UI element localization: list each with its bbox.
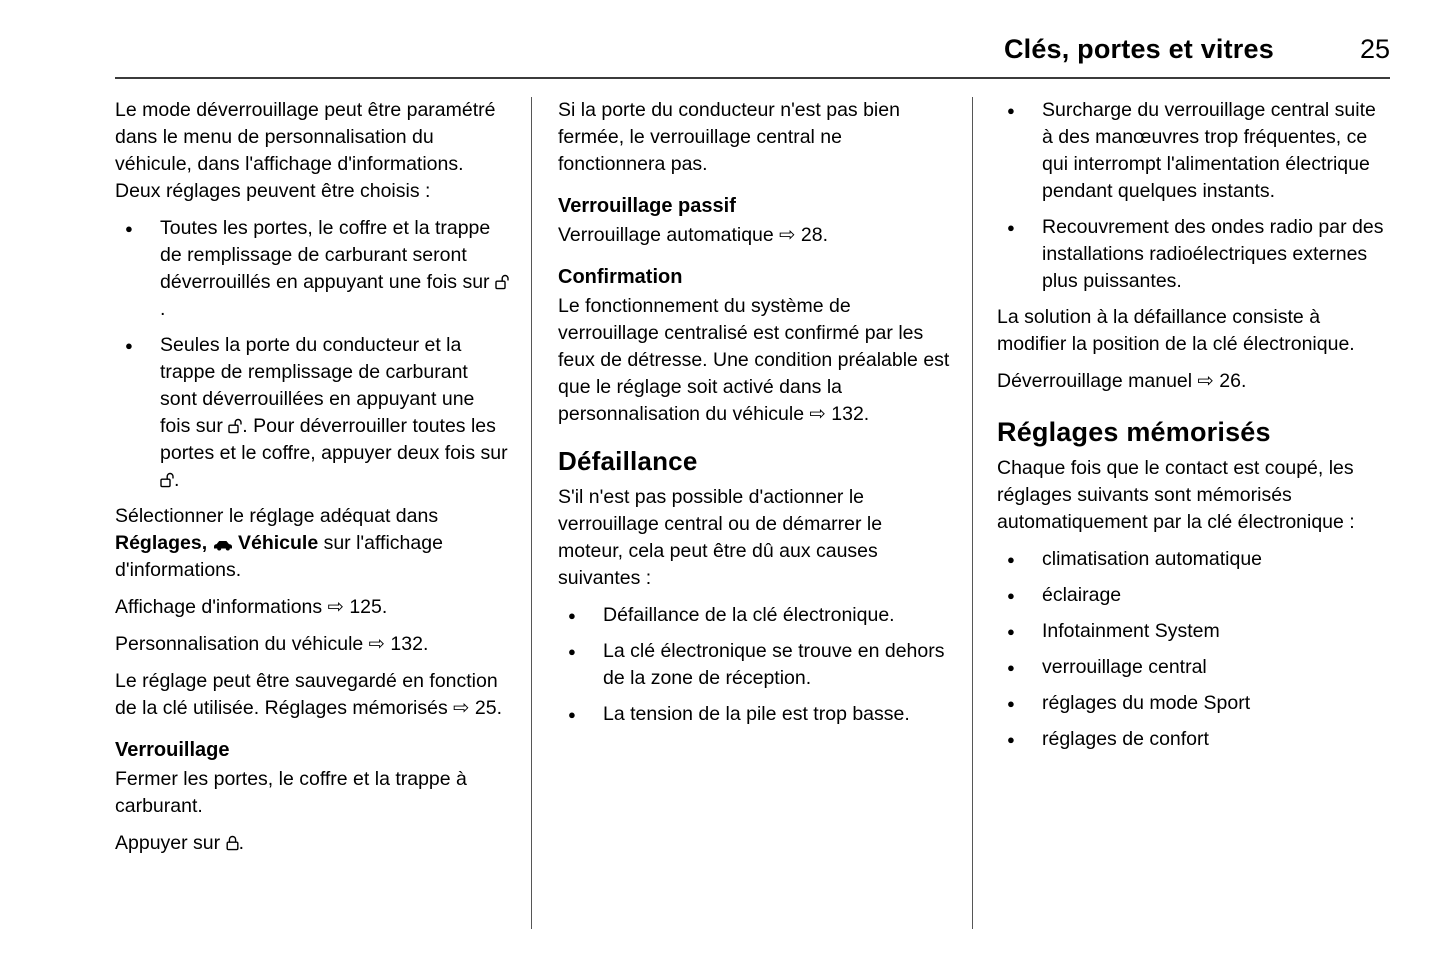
page-header (115, 34, 1390, 79)
reference-line: Personnalisation du véhicule ⇨ 132. (115, 633, 429, 655)
list-item: ● Recouvrement des ondes radio par des installations radioélectriques externes plus puissantes. (997, 214, 1390, 295)
press-lock-paragraph (115, 830, 509, 857)
list-item: ● réglages de confort (997, 726, 1390, 753)
lock-icon (226, 835, 239, 851)
unlock-icon (495, 274, 509, 290)
body-text: Appuyer sur (115, 832, 226, 854)
unlock-icon (160, 472, 174, 488)
saved-setting-paragraph: Le réglage peut être sauvegardé en fonction de la clé utilisée. Réglages mémorisés ⇨ 25. (115, 670, 503, 719)
list-item: ● La tension de la pile est trop basse. (558, 701, 952, 728)
list-item: ● éclairage (997, 582, 1390, 609)
memorized-settings-list (997, 546, 1390, 753)
reference-line: Déverrouillage manuel ⇨ 26. (997, 370, 1247, 392)
failure-causes-list-continued (997, 97, 1390, 295)
locking-paragraph: Fermer les portes, le coffre et la trappe à carburant. (115, 768, 467, 817)
body-text: . (238, 832, 244, 854)
list-item: ● La clé électronique se trouve en dehors de la zone de réception. (558, 638, 952, 692)
confirmation-heading: Confirmation (558, 266, 683, 288)
door-warning-paragraph: Si la porte du conducteur n'est pas bien fermée, le verrouillage central ne fonctionnera pas. (558, 99, 900, 175)
failure-intro-paragraph: S'il n'est pas possible d'actionner le verrouillage central ou de démarrer le moteur, cela peut être dû aux causes suivantes : (558, 486, 883, 589)
intro-paragraph: Le mode déverrouillage peut être paramétré dans le menu de personnalisation du véhicule, dans l'affichage d'informations. Deux réglages peuvent être choisis : (115, 99, 496, 202)
list-item (115, 332, 509, 494)
locking-heading: Verrouillage (115, 739, 230, 761)
list-item (115, 215, 509, 323)
confirmation-paragraph: Le fonctionnement du système de verrouillage centralisé est confirmé par les feux de détresse. Une condition préalable est que le réglage soit activé dans la personnalisation du véhicule ⇨ 132. (558, 295, 950, 425)
unlock-icon (228, 418, 242, 434)
failure-causes-list (558, 602, 952, 728)
passive-locking-heading: Verrouillage passif (558, 195, 736, 217)
list-item: ● Surcharge du verrouillage central suite à des manœuvres trop fréquentes, ce qui interrompt l'alimentation électrique pendant quelques instants. (997, 97, 1390, 205)
bullet-text: . (160, 298, 166, 320)
columns (115, 97, 1390, 929)
reference-line: Verrouillage automatique ⇨ 28. (558, 224, 829, 246)
column-1 (115, 97, 531, 929)
list-item: ● Infotainment System (997, 618, 1390, 645)
page-number: 25 (1359, 34, 1390, 64)
solution-paragraph: La solution à la défaillance consiste à modifier la position de la clé électronique. (997, 306, 1355, 355)
bullet-text: Seules la porte du conducteur et la trappe de remplissage de carburant sont déverrouillées en appuyant une fois sur (160, 334, 475, 437)
select-setting-paragraph (115, 503, 509, 584)
unlock-modes-list (115, 215, 509, 494)
column-3 (973, 97, 1390, 929)
settings-menu-label: Réglages, (115, 532, 213, 554)
body-text: Sélectionner le réglage adéquat dans (115, 505, 439, 527)
list-item: ● climatisation automatique (997, 546, 1390, 573)
bullet-text: . Pour déverrouiller toutes les portes et le coffre, appuyer deux fois sur (160, 415, 508, 464)
list-item: ● verrouillage central (997, 654, 1390, 681)
reference-line: Affichage d'informations ⇨ 125. (115, 596, 388, 618)
list-item: ● réglages du mode Sport (997, 690, 1390, 717)
vehicle-menu-label: Véhicule (232, 532, 319, 554)
list-item: ● Défaillance de la clé électronique. (558, 602, 952, 629)
column-2 (531, 97, 973, 929)
memorized-intro-paragraph: Chaque fois que le contact est coupé, les réglages suivants sont mémorisés automatiquement par la clé électronique : (997, 457, 1355, 533)
memorized-settings-heading: Réglages mémorisés (997, 417, 1271, 447)
page-title: Clés, portes et vitres (1003, 34, 1274, 64)
bullet-text: Toutes les portes, le coffre et la trappe de remplissage de carburant seront déverrouillés en appuyant une fois sur (160, 217, 495, 293)
vehicle-menu-icon (213, 539, 233, 551)
body-text: sur l'affichage d'informations. (115, 532, 443, 581)
bullet-text: . (174, 469, 180, 491)
failure-heading: Défaillance (558, 446, 698, 476)
